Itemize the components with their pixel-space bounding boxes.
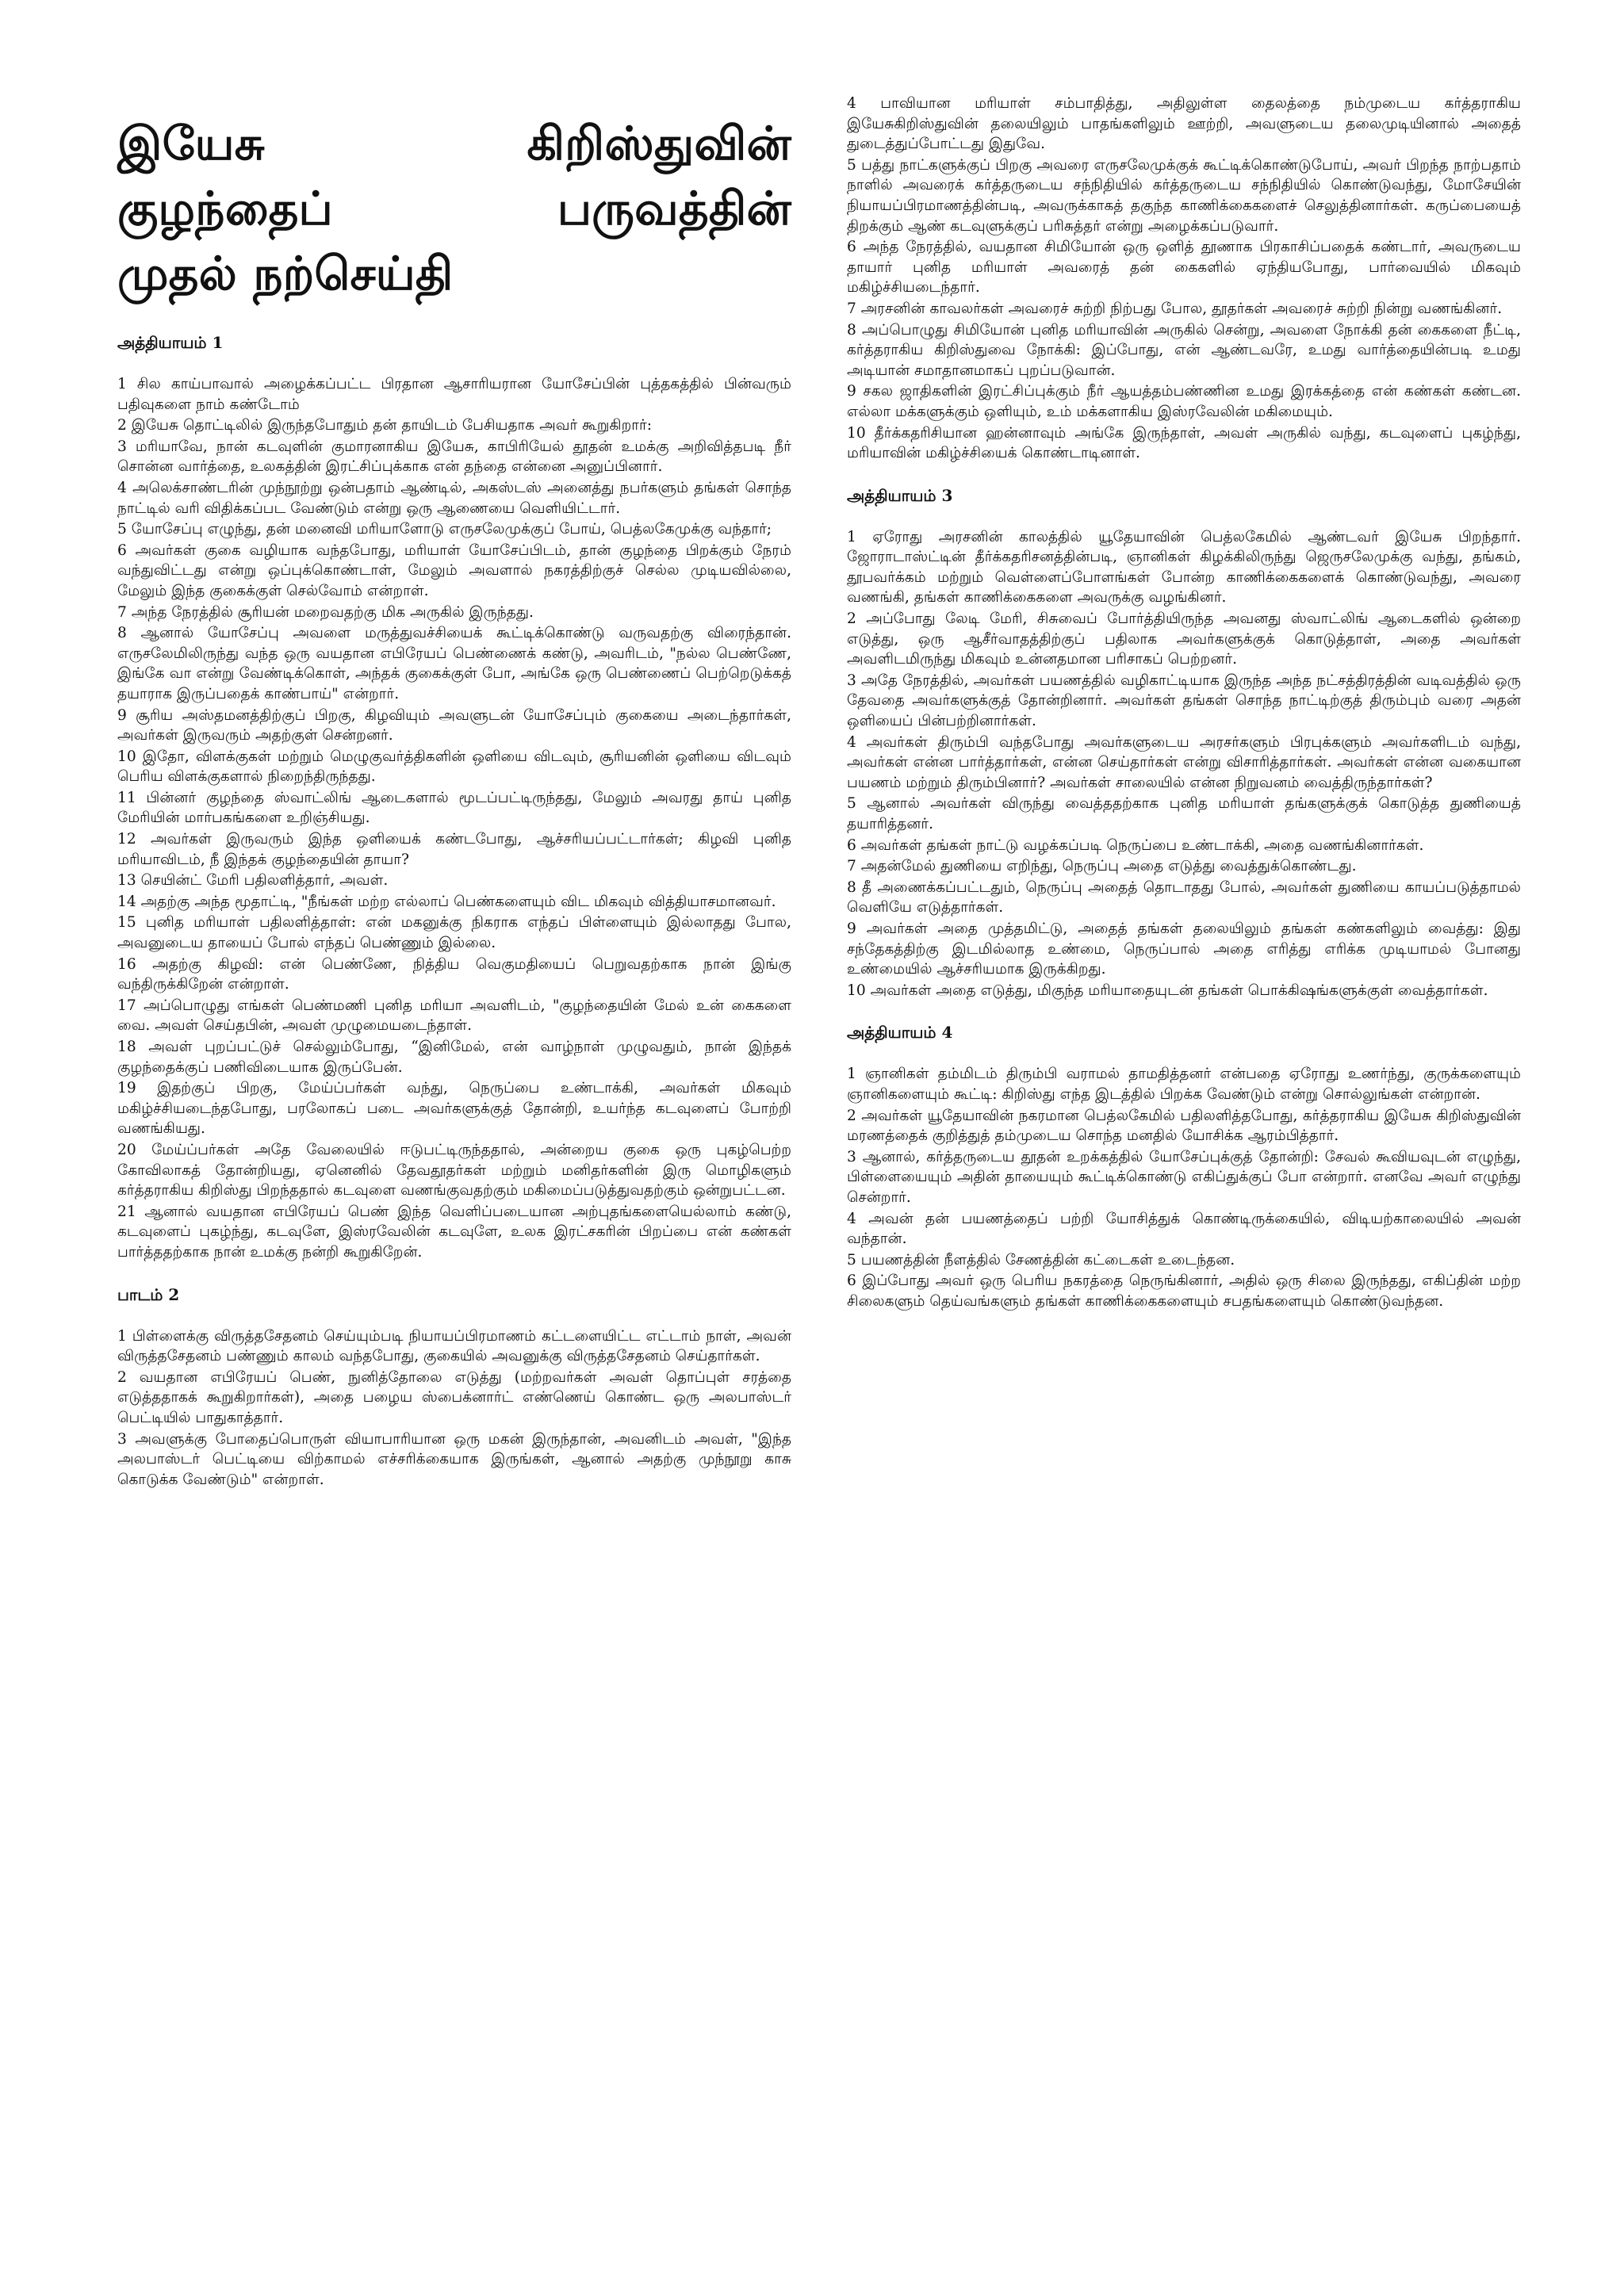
verse: 14 அதற்கு அந்த மூதாட்டி, "நீங்கள் மற்ற எல்லாப் பெண்களையும் விட மிகவும் வித்தியாசமானவர். (117, 893, 776, 910)
chapter-4 (847, 1021, 1521, 1311)
verse: 20 மேய்ப்பர்கள் அதே வேலையில் ஈடுபட்டிருந்ததால், அன்றைய குகை ஒரு புகழ்பெற்ற கோவிலாகத் தோன்றியது, ஏனெனில் தேவதூதர்கள் மற்றும் மனிதர்களின் இரு மொழிகளும் கர்த்தராகிய கிறிஸ்து பிறந்ததால் கடவுளை வணங்குவதற்கும் மகிமைப்படுத்துவதற்கும் ஒன்றுபட்டன. (117, 1141, 791, 1200)
title-line-2: குழந்தைப் பருவத்தின் (117, 182, 791, 235)
verse: 9 சூரிய அஸ்தமனத்திற்குப் பிறகு, கிழவியும் அவளுடன் யோசேப்பும் குகையை அடைந்தார்கள், அவர்கள் இருவரும் அதற்குள் சென்றனர். (117, 706, 791, 744)
verse: 4 அலெக்சாண்டரின் முந்நூற்று ஒன்பதாம் ஆண்டில், அகஸ்டஸ் அனைத்து நபர்களும் தங்கள் சொந்த நாட்டில் வரி விதிக்கப்பட வேண்டும் என்று ஒரு ஆணையை வெளியிட்டார். (117, 479, 791, 517)
verse: 13 செயின்ட் மேரி பதிலளித்தார், அவள். (117, 872, 389, 890)
verse: 2 வயதான எபிரேயப் பெண், நுனித்தோலை எடுத்து (மற்றவர்கள் அவள் தொப்புள் சரத்தை எடுத்ததாகக் கூறுகிறார்கள்), அதை பழைய ஸ்பைக்னார்ட் எண்ணெய் கொண்ட ஒரு அலபாஸ்டர் பெட்டியில் பாதுகாத்தார். (117, 1368, 791, 1426)
verse: 5 ஆனால் அவர்கள் விருந்து வைத்ததற்காக புனித மரியாள் தங்களுக்குக் கொடுத்த துணியைத் தயாரித்தனர். (847, 795, 1521, 832)
verse: 5 யோசேப்பு எழுந்து, தன் மனைவி மரியாளோடு எருசலேமுக்குப் போய், பெத்லகேமுக்கு வந்தார்; (117, 521, 772, 538)
verse: 15 புனித மரியாள் பதிலளித்தாள்: என் மகனுக்கு நிகராக எந்தப் பிள்ளையும் இல்லாதது போல, அவனுடைய தாயைப் போல் எந்தப் பெண்ணும் இல்லை. (117, 914, 791, 952)
verse: 7 அரசனின் காவலர்கள் அவரைச் சுற்றி நிற்பது போல, தூதர்கள் அவரைச் சுற்றி நின்று வணங்கினர். (847, 300, 1503, 317)
verse: 6 அவர்கள் குகை வழியாக வந்தபோது, மரியாள் யோசேப்பிடம், தான் குழந்தை பிறக்கும் நேரம் வந்துவிட்டது என்று ஒப்புக்கொண்டாள், மேலும் அவளால் நகரத்திற்குச் செல்ல முடியவில்லை, மேலும் இந்த குகைக்குள் செல்வோம் என்றாள். (117, 541, 791, 599)
verse: 8 அப்பொழுது சிமியோன் புனித மரியாவின் அருகில் சென்று, அவளை நோக்கி தன் கைகளை நீட்டி, கர்த்தராகிய கிறிஸ்துவை நோக்கி: இப்போது, என் ஆண்டவரே, உமது வார்த்தையின்படி உமது அடியான் சமாதானமாகப் புறப்படுவான். (847, 321, 1521, 379)
verse: 16 அதற்கு கிழவி: என் பெண்ணே, நித்திய வெகுமதியைப் பெறுவதற்காக நான் இங்கு வந்திருக்கிறேன் என்றாள். (117, 955, 791, 993)
verse: 3 ஆனால், கர்த்தருடைய தூதன் உறக்கத்தில் யோசேப்புக்குத் தோன்றி: சேவல் கூவியவுடன் எழுந்து, பிள்ளையையும் அதின் தாயையும் கூட்டிக்கொண்டு எகிப்துக்குப் போ என்றார். எனவே அவர் எழுந்து சென்றார். (847, 1148, 1521, 1206)
left-column (117, 94, 791, 1490)
verse: 6 இப்போது அவர் ஒரு பெரிய நகரத்தை நெருங்கினார், அதில் ஒரு சிலை இருந்தது, எகிப்தின் மற்ற சிலைகளும் தெய்வங்களும் தங்கள் காணிக்கைகளையும் சபதங்களையும் கொண்டுவந்தன. (847, 1272, 1521, 1310)
verse: 12 அவர்கள் இருவரும் இந்த ஒளியைக் கண்டபோது, ஆச்சரியப்பட்டார்கள்; கிழவி புனித மரியாவிடம், நீ இந்தக் குழந்தையின் தாயா? (117, 831, 791, 868)
verse: 2 அப்போது லேடி மேரி, சிசுவைப் போர்த்தியிருந்த அவனது ஸ்வாட்லிங் ஆடைகளில் ஒன்றை எடுத்து, ஒரு ஆசீர்வாதத்திற்குப் பதிலாக அவர்களுக்குக் கொடுத்தாள், அதை அவர்கள் அவளிடமிருந்து மிகவும் உன்னதமான பரிசாகப் பெற்றனர். (847, 610, 1521, 668)
right-column (847, 94, 1521, 1312)
verse: 1 பிள்ளைக்கு விருத்தசேதனம் செய்யும்படி நியாயப்பிரமாணம் கட்டளையிட்ட எட்டாம் நாள், அவன் விருத்தசேதனம் பண்ணும் காலம் வந்தபோது, குகையில் அவனுக்கு விருத்தசேதனம் செய்தார்கள். (117, 1327, 791, 1365)
verse: 1 சில காய்பாவால் அழைக்கப்பட்ட பிரதான ஆசாரியரான யோசேப்பின் புத்தகத்தில் பின்வரும் பதிவுகளை நாம் கண்டோம் (117, 376, 791, 413)
verse: 3 மரியாவே, நான் கடவுளின் குமாரனாகிய இயேசு, காபிரியேல் தூதன் உமக்கு அறிவித்தபடி நீர் சொன்ன வார்த்தை, உலகத்தின் இரட்சிப்புக்காக என் தந்தை என்னை அனுப்பினார். (117, 438, 791, 476)
title-line-1: இயேசு கிறிஸ்துவின் (117, 117, 791, 170)
verse: 8 தீ அணைக்கப்பட்டதும், நெருப்பு அதைத் தொடாதது போல், அவர்கள் துணியை காயப்படுத்தாமல் வெளியே எடுத்தார்கள். (847, 878, 1521, 916)
verse: 17 அப்பொழுது எங்கள் பெண்மணி புனித மரியா அவளிடம், "குழந்தையின் மேல் உன் கைகளை வை. அவள் செய்தபின், அவள் முழுமையடைந்தாள். (117, 997, 791, 1035)
document-title (117, 111, 791, 306)
chapter-2-part-1 (117, 1284, 791, 1490)
verse: 4 பாவியான மரியாள் சம்பாதித்து, அதிலுள்ள தைலத்தை நம்முடைய கர்த்தராகிய இயேசுகிறிஸ்துவின் தலையிலும் பாதங்களிலும் ஊற்றி, அவளுடைய தலைமுடியினால் அதைத் துடைத்துப்போட்டது இதுவே. (847, 95, 1521, 153)
verse: 8 ஆனால் யோசேப்பு அவளை மருத்துவச்சியைக் கூட்டிக்கொண்டு வருவதற்கு விரைந்தான். எருசலேமிலிருந்து வந்த ஒரு வயதான எபிரேயப் பெண்ணைக் கண்டு, அவரிடம், "நல்ல பெண்ணே, இங்கே வா என்று வேண்டிக்கொள், அந்தக் குகைக்குள் போ, அங்கே ஒரு பெண்ணைப் பெற்றெடுக்கத் தயாராக இருப்பதைக் காண்பாய்" என்றார். (117, 625, 791, 702)
chapter-heading: அத்தியாயம் 3 (847, 485, 953, 505)
verse: 3 அவளுக்கு போதைப்பொருள் வியாபாரியான ஒரு மகன் இருந்தான், அவனிடம் அவள், "இந்த அலபாஸ்டர் பெட்டியை விற்காமல் எச்சரிக்கையாக இருங்கள், ஆனால் அதற்கு முந்நூறு காசு கொடுக்க வேண்டும்" என்றாள். (117, 1430, 791, 1488)
verse: 21 ஆனால் வயதான எபிரேயப் பெண் இந்த வெளிப்படையான அற்புதங்களையெல்லாம் கண்டு, கடவுளைப் புகழ்ந்து, கடவுளே, இஸ்ரவேலின் கடவுளே, உலக இரட்சகரின் பிறப்பை என் கண்கள் பார்த்ததற்காக நான் உமக்கு நன்றி கூறுகிறேன். (117, 1203, 791, 1261)
verse: 3 அதே நேரத்தில், அவர்கள் பயணத்தில் வழிகாட்டியாக இருந்த அந்த நட்சத்திரத்தின் வடிவத்தில் ஒரு தேவதை அவர்களுக்குத் தோன்றினார். அவர்கள் தங்கள் சொந்த நாட்டிற்குத் திரும்பும் வரை அதன் ஒளியைப் பின்பற்றினார்கள். (847, 672, 1521, 730)
verse: 2 இயேசு தொட்டிலில் இருந்தபோதும் தன் தாயிடம் பேசியதாக அவர் கூறுகிறார்: (117, 417, 652, 434)
verse: 1 ஞானிகள் தம்மிடம் திரும்பி வராமல் தாமதித்தனர் என்பதை ஏரோது உணர்ந்து, குருக்களையும் ஞானிகளையும் கூட்டி: கிறிஸ்து எந்த இடத்தில் பிறக்க வேண்டும் என்று சொல்லுங்கள் என்றான். (847, 1066, 1521, 1103)
chapter-heading: பாடம் 2 (117, 1284, 180, 1304)
verse: 10 தீர்க்கதரிசியான ஹன்னாவும் அங்கே இருந்தாள், அவள் அருகில் வந்து, கடவுளைப் புகழ்ந்து, மரியாவின் மகிழ்ச்சியைக் கொண்டாடினாள். (847, 424, 1521, 462)
verse: 7 அந்த நேரத்தில் சூரியன் மறைவதற்கு மிக அருகில் இருந்தது. (117, 603, 534, 621)
verse: 11 பின்னர் குழந்தை ஸ்வாட்லிங் ஆடைகளால் மூடப்பட்டிருந்தது, மேலும் அவரது தாய் புனித மேரியின் மார்பகங்களை உறிஞ்சியது. (117, 789, 791, 827)
chapter-1 (117, 331, 791, 1263)
verse: 4 அவன் தன் பயணத்தைப் பற்றி யோசித்துக் கொண்டிருக்கையில், விடியற்காலையில் அவன் வந்தான். (847, 1210, 1521, 1248)
chapter-heading: அத்தியாயம் 4 (847, 1023, 953, 1043)
verse: 9 சகல ஜாதிகளின் இரட்சிப்புக்கும் நீர் ஆயத்தம்பண்ணின உமது இரக்கத்தை என் கண்கள் கண்டன. எல்லா மக்களுக்கும் ஒளியும், உம் மக்களாகிய இஸ்ரவேலின் மகிமையும். (847, 383, 1521, 420)
chapter-heading: அத்தியாயம் 1 (117, 333, 224, 352)
verse: 18 அவள் புறப்பட்டுச் செல்லும்போது, “இனிமேல், என் வாழ்நாள் முழுவதும், நான் இந்தக் குழந்தைக்குப் பணிவிடையாக இருப்பேன். (117, 1039, 791, 1076)
title-line-3: முதல் நற்செய்தி (117, 247, 454, 300)
verse: 6 அவர்கள் தங்கள் நாட்டு வழக்கப்படி நெருப்பை உண்டாக்கி, அதை வணங்கினார்கள். (847, 836, 1424, 854)
verse: 5 பத்து நாட்களுக்குப் பிறகு அவரை எருசலேமுக்குக் கூட்டிக்கொண்டுபோய், அவர் பிறந்த நாற்பதாம் நாளில் அவரைக் கர்த்தருடைய சந்நிதியில் கர்த்தருடைய சந்நிதியில் கொண்டுவந்து, மோசேயின் நியாயப்பிரமாணத்தின்படி, அவருக்காகத் தகுந்த காணிக்கைகளைச் செலுத்தினார்கள். கருப்பையைத் திறக்கும் ஆண் கடவுளுக்குப் பரிசுத்தர் என்று அழைக்கப்படுவார். (847, 156, 1521, 235)
verse: 9 அவர்கள் அதை முத்தமிட்டு, அதைத் தங்கள் தலையிலும் தங்கள் கண்களிலும் வைத்து: இது சந்தேகத்திற்கு இடமில்லாத உண்மை, நெருப்பால் அதை எரித்து எரிக்க முடியாமல் போனது உண்மையில் ஆச்சரியமாக இருக்கிறது. (847, 920, 1521, 978)
verse: 19 இதற்குப் பிறகு, மேய்ப்பர்கள் வந்து, நெருப்பை உண்டாக்கி, அவர்கள் மிகவும் மகிழ்ச்சியடைந்தபோது, பரலோகப் படை அவர்களுக்குத் தோன்றி, உயர்ந்த கடவுளைப் போற்றி வணங்கியது. (117, 1080, 791, 1138)
verse: 1 ஏரோது அரசனின் காலத்தில் யூதேயாவின் பெத்லகேமில் ஆண்டவர் இயேசு பிறந்தார். ஜோராடாஸ்ட்டின் தீர்க்கதரிசனத்தின்படி, ஞானிகள் கிழக்கிலிருந்து ஜெருசலேமுக்கு வந்து, தங்கம், தூபவர்க்கம் மற்றும் வெள்ளைப்போளங்கள் போன்ற காணிக்கைகளைக் கொண்டுவந்து, அவரை வணங்கி, தங்கள் காணிக்கைகளை அவருக்கு வழங்கினர். (847, 528, 1521, 607)
verse: 6 அந்த நேரத்தில், வயதான சிமியோன் ஒரு ஒளித் தூணாக பிரகாசிப்பதைக் கண்டார், அவருடைய தாயார் புனித மரியாள் அவரைத் தன் கைகளில் ஏந்தியபோது, பார்வையில் மிகவும் மகிழ்ச்சியடைந்தார். (847, 239, 1521, 297)
chapter-3 (847, 484, 1521, 1001)
verse: 2 அவர்கள் யூதேயாவின் நகரமான பெத்லகேமில் பதிலளித்தபோது, கர்த்தராகிய இயேசு கிறிஸ்துவின் மரணத்தைக் குறித்துத் தம்முடைய சொந்த மனதில் யோசிக்க ஆரம்பித்தார். (847, 1107, 1521, 1145)
verse: 10 அவர்கள் அதை எடுத்து, மிகுந்த மரியாதையுடன் தங்கள் பொக்கிஷங்களுக்குள் வைத்தார்கள். (847, 982, 1488, 999)
verse: 7 அதன்மேல் துணியை எறிந்து, நெருப்பு அதை எடுத்து வைத்துக்கொண்டது. (847, 858, 1357, 875)
verse: 4 அவர்கள் திரும்பி வந்தபோது அவர்களுடைய அரசர்களும் பிரபுக்களும் அவர்களிடம் வந்து, அவர்கள் என்ன பார்த்தார்கள், என்ன செய்தார்கள் என்று விசாரித்தார்கள். அவர்கள் என்ன வகையான பயணம் மற்றும் திரும்பினார்? அவர்கள் சாலையில் என்ன நிறுவனம் வைத்திருந்தார்கள்? (847, 733, 1521, 791)
verse: 10 இதோ, விளக்குகள் மற்றும் மெழுகுவர்த்திகளின் ஒளியை விடவும், சூரியனின் ஒளியை விடவும் பெரிய விளக்குகளால் நிறைந்திருந்தது. (117, 748, 791, 786)
verse: 5 பயணத்தின் நீளத்தில் சேணத்தின் கட்டைகள் உடைந்தன. (847, 1251, 1235, 1269)
chapter-2-part-2 (847, 94, 1521, 464)
